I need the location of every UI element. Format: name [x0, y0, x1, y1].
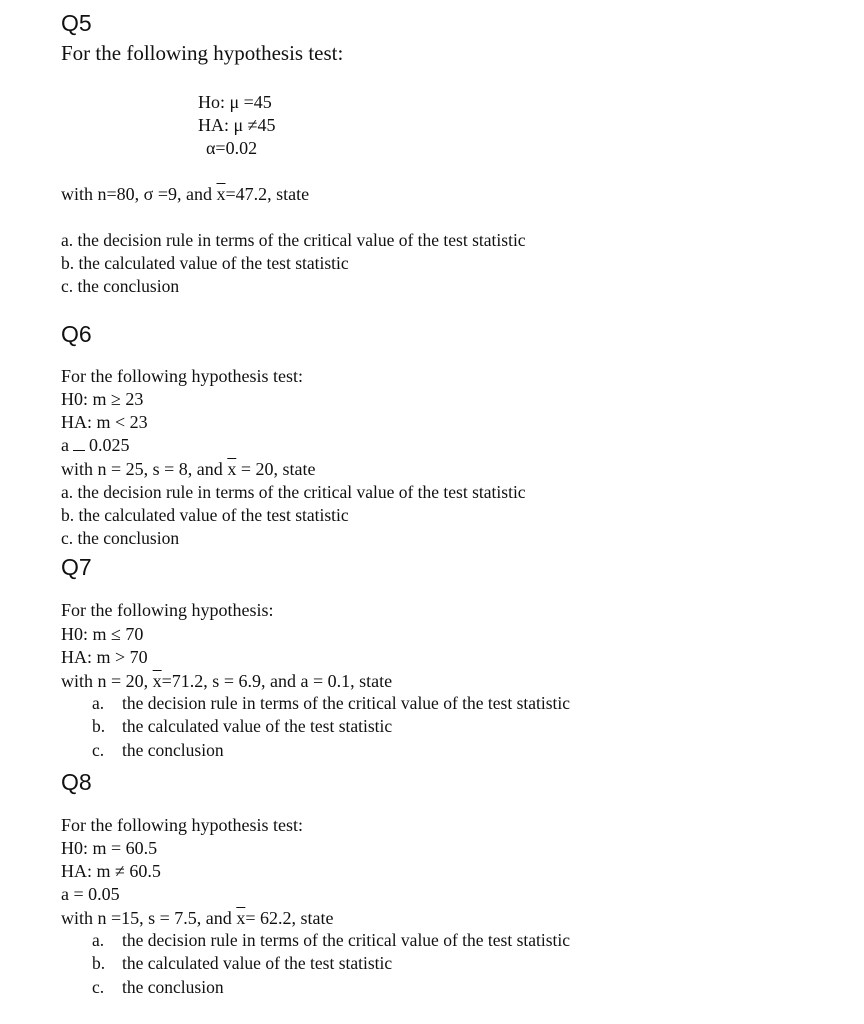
q7-item-b: [92, 718, 392, 736]
q8-heading: Q8: [61, 769, 92, 795]
q8-item-b-text: the calculated value of the test statistic: [122, 953, 393, 973]
q8-item-c-text: the conclusion: [122, 977, 224, 997]
q6-item-b: b. the calculated value of the test statistic: [61, 505, 349, 525]
q6-item-a: a. the decision rule in terms of the critical value of the test statistic: [61, 482, 526, 502]
q8-item-b: [92, 955, 392, 973]
q8-item-a-letter: a.: [92, 930, 105, 950]
q8-null-hypothesis: H0: m = 60.5: [61, 838, 158, 858]
q5-intro: For the following hypothesis test:: [61, 41, 344, 65]
q6-alpha: [61, 436, 130, 454]
q7-alt-hypothesis: HA: m > 70: [61, 647, 148, 667]
q6-alpha-blank: [73, 436, 85, 451]
q5-item-c: c. the conclusion: [61, 276, 180, 296]
q5-item-a: a. the decision rule in terms of the critical value of the test statistic: [61, 230, 526, 250]
q6-heading: Q6: [61, 321, 92, 347]
q6-xbar: $\overline{x}$: [227, 459, 237, 479]
q5-alt-hypothesis: HA: μ ≠45: [198, 115, 276, 135]
q7-intro: For the following hypothesis:: [61, 600, 274, 620]
q7-heading: Q7: [61, 554, 92, 580]
q6-null-hypothesis: H0: m ≥ 23: [61, 389, 144, 409]
q6-given-pre: with n = 25, s = 8, and: [61, 459, 228, 479]
q5-given-post: =47.2, state: [225, 184, 310, 204]
q6-alpha-value: 0.025: [89, 435, 130, 455]
q7-item-c-text: the conclusion: [122, 740, 224, 760]
q7-item-c-letter: c.: [92, 740, 105, 760]
q8-given-post: = 62.2, state: [245, 908, 334, 928]
q5-xbar: $\overline{x}$: [216, 184, 226, 204]
q8-item-b-letter: b.: [92, 953, 106, 973]
q7-xbar: $\overline{x}$: [152, 671, 162, 691]
q5-given: [61, 185, 309, 203]
q7-given-pre: with n = 20,: [61, 671, 153, 691]
q7-item-a-letter: a.: [92, 693, 105, 713]
q8-alpha: a = 0.05: [61, 884, 120, 904]
q5-heading: Q5: [61, 10, 92, 36]
q7-item-b-text: the calculated value of the test statistic: [122, 716, 393, 736]
q5-null-hypothesis: Ho: μ =45: [198, 92, 272, 112]
q6-alt-hypothesis: HA: m < 23: [61, 412, 148, 432]
q6-alpha-symbol: a: [61, 435, 69, 455]
q6-given: [61, 460, 315, 478]
q8-xbar: $\overline{x}$: [236, 908, 246, 928]
q8-item-c: [92, 979, 224, 997]
q5-alpha: α=0.02: [206, 138, 258, 158]
q7-given: [61, 672, 392, 690]
q6-item-c: c. the conclusion: [61, 528, 180, 548]
q8-intro: For the following hypothesis test:: [61, 815, 303, 835]
q7-null-hypothesis: H0: m ≤ 70: [61, 624, 144, 644]
q8-item-c-letter: c.: [92, 977, 105, 997]
q6-given-post: = 20, state: [236, 459, 316, 479]
q8-given-pre: with n =15, s = 7.5, and: [61, 908, 237, 928]
q8-given: [61, 909, 333, 927]
q7-given-post: =71.2, s = 6.9, and a = 0.1, state: [161, 671, 393, 691]
q8-item-a-text: the decision rule in terms of the critical value of the test statistic: [122, 930, 571, 950]
q6-intro: For the following hypothesis test:: [61, 366, 303, 386]
q8-item-a: [92, 932, 570, 950]
q7-item-c: [92, 742, 224, 760]
q7-item-a: [92, 695, 570, 713]
q5-item-b: b. the calculated value of the test statistic: [61, 253, 349, 273]
q7-item-b-letter: b.: [92, 716, 106, 736]
q7-item-a-text: the decision rule in terms of the critical value of the test statistic: [122, 693, 571, 713]
q8-alt-hypothesis: HA: m ≠ 60.5: [61, 861, 161, 881]
q5-given-pre: with n=80, σ =9, and: [61, 184, 217, 204]
